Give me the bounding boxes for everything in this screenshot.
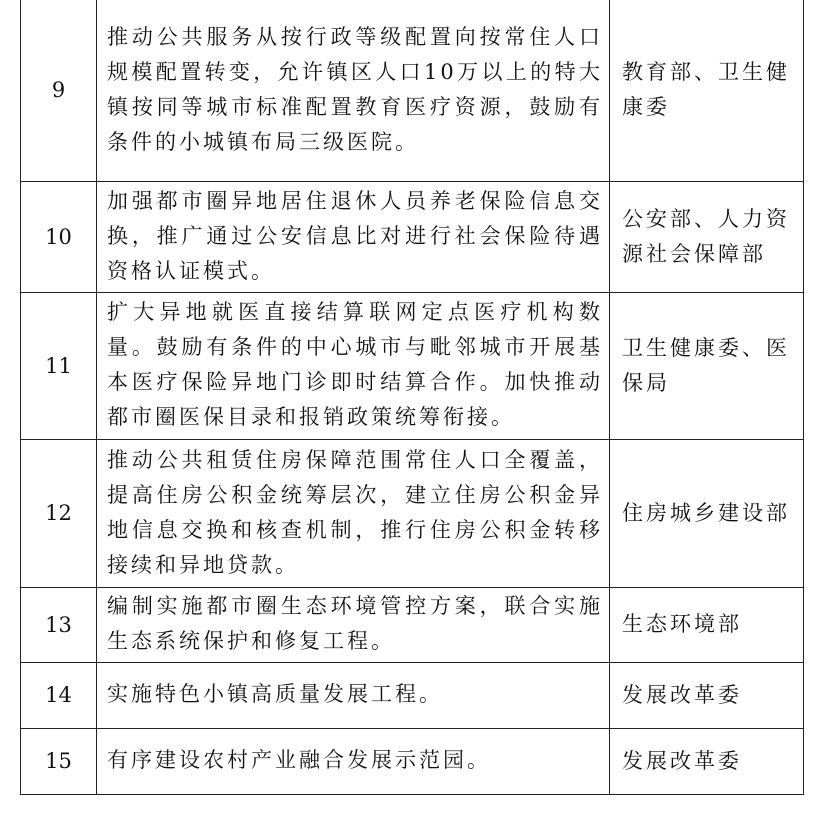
department-cell xyxy=(610,292,804,439)
department-cell xyxy=(610,587,804,662)
table-row xyxy=(21,662,804,728)
task-text: 编制实施都市圈生态环境管控方案，联合实施生态系统保护和修复工程。 xyxy=(107,594,603,653)
department-cell xyxy=(610,662,804,728)
department-cell xyxy=(610,0,804,181)
row-number: 10 xyxy=(21,181,97,292)
task-cell xyxy=(97,181,610,292)
task-text: 推动公共服务从按行政等级配置向按常住人口规模配置转变，允许镇区人口10万以上的特大镇按同等城市标准配置教育医疗资源，鼓励有条件的小城镇布局三级医院。 xyxy=(107,24,603,154)
task-cell xyxy=(97,662,610,728)
row-number: 13 xyxy=(21,587,97,662)
department-cell xyxy=(610,439,804,587)
row-number: 9 xyxy=(21,0,97,181)
row-number: 14 xyxy=(21,662,97,728)
task-cell xyxy=(97,439,610,587)
department-text: 教育部、卫生健康委 xyxy=(622,60,790,120)
task-text: 实施特色小镇高质量发展工程。 xyxy=(107,682,443,706)
row-number: 15 xyxy=(21,728,97,794)
task-text: 扩大异地就医直接结算联网定点医疗机构数量。鼓励有条件的中心城市与毗邻城市开展基本医疗保险异地门诊即时结算合作。加快推动都市圈医保目录和报销政策统筹衔接。 xyxy=(107,300,603,429)
table-row xyxy=(21,0,804,181)
table-row xyxy=(21,439,804,587)
table-row xyxy=(21,728,804,794)
task-text: 有序建设农村产业融合发展示范园。 xyxy=(107,748,491,772)
department-text: 生态环境部 xyxy=(622,612,742,636)
department-text: 公安部、人力资源社会保障部 xyxy=(622,206,790,266)
task-text: 推动公共租赁住房保障范围常住人口全覆盖，提高住房公积金统筹层次，建立住房公积金异地信息交换和核查机制，推行住房公积金转移接续和异地贷款。 xyxy=(107,447,603,577)
department-text: 住房城乡建设部 xyxy=(622,500,790,525)
task-cell xyxy=(97,292,610,439)
table-row xyxy=(21,292,804,439)
task-cell xyxy=(97,0,610,181)
task-text: 加强都市圈异地居住退休人员养老保险信息交换，推广通过公安信息比对进行社会保险待遇资格认证模式。 xyxy=(107,188,603,283)
task-table xyxy=(20,0,804,795)
table-row xyxy=(21,587,804,662)
task-cell xyxy=(97,728,610,794)
table-row xyxy=(21,181,804,292)
task-cell xyxy=(97,587,610,662)
row-number: 12 xyxy=(21,439,97,587)
department-text: 发展改革委 xyxy=(622,748,742,773)
department-text: 卫生健康委、医保局 xyxy=(622,335,790,395)
department-cell xyxy=(610,181,804,292)
row-number: 11 xyxy=(21,292,97,439)
department-text: 发展改革委 xyxy=(622,682,742,707)
department-cell xyxy=(610,728,804,794)
